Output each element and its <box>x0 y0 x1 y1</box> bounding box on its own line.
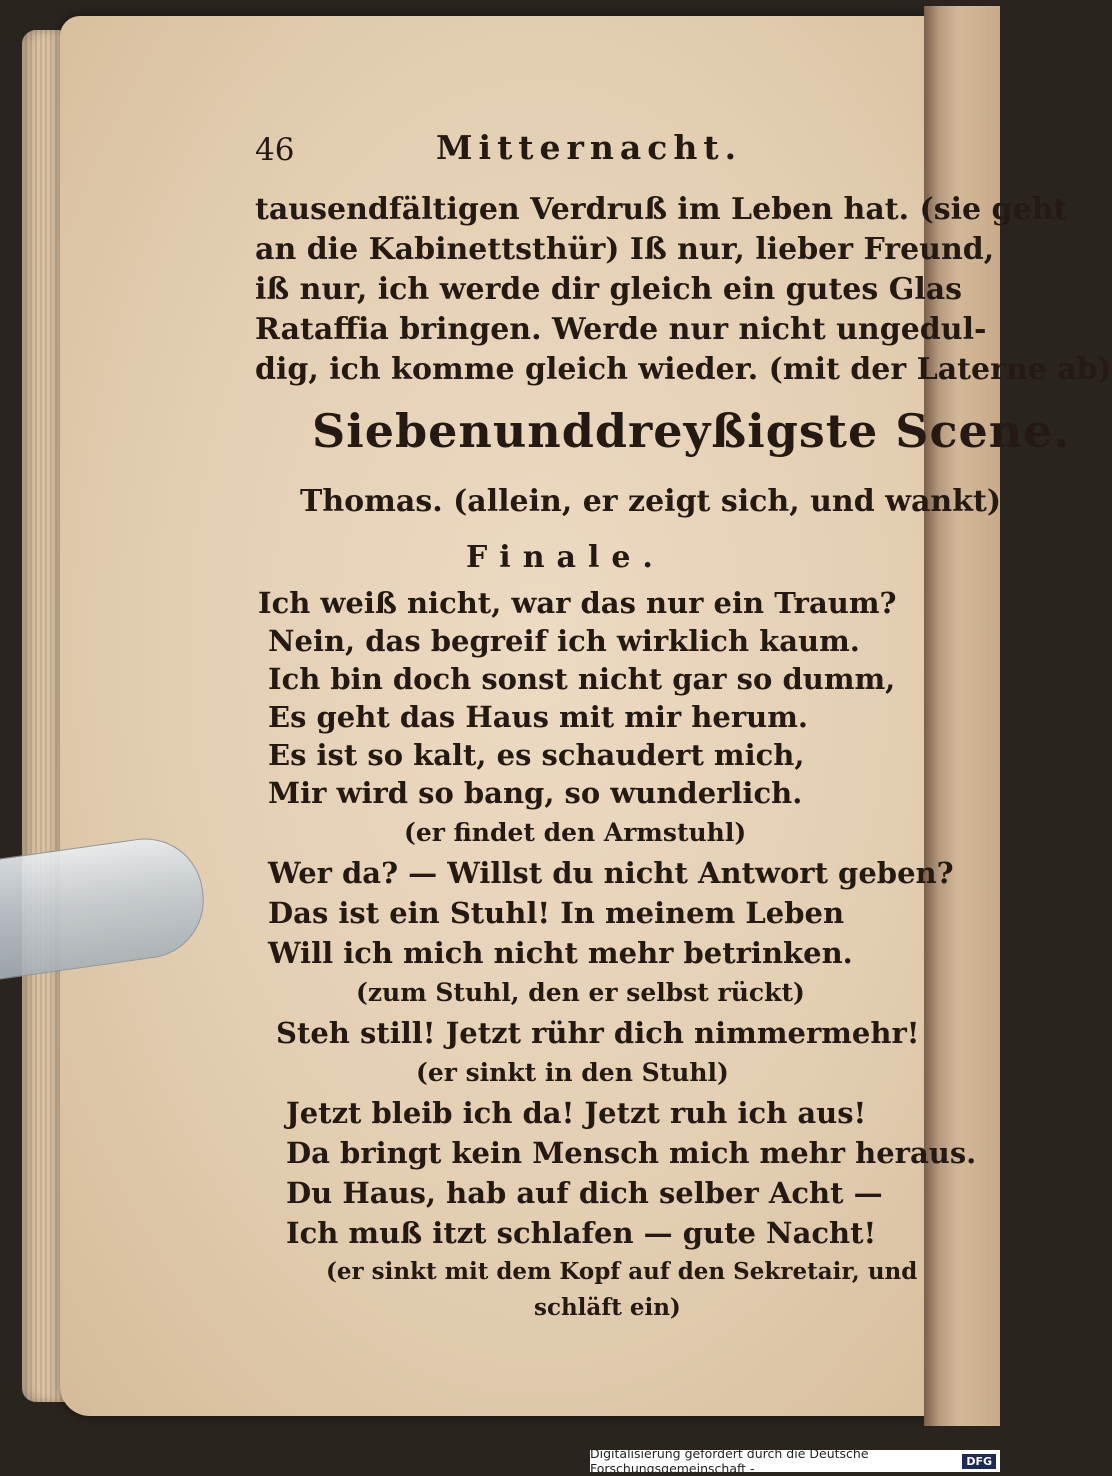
prose-line: Rataffia bringen. Werde nur nicht ungedul- <box>255 312 987 347</box>
stage-direction: (er findet den Armstuhl) <box>404 818 747 847</box>
verse-line: Es ist so kalt, es schaudert mich, <box>268 738 805 772</box>
verse-line: Nein, das begreif ich wirklich kaum. <box>268 624 860 658</box>
running-title: Mitternacht. <box>436 128 743 167</box>
prose-line: an die Kabinettsthür) Iß nur, lieber Freund, <box>255 232 995 267</box>
prose-line: tausendfältigen Verdruß im Leben hat. (sie geht <box>255 192 1068 227</box>
scene-title: Siebenunddreyßigste Scene. <box>312 404 1071 458</box>
verse-line: Ich muß itzt schlafen — gute Nacht! <box>286 1216 877 1250</box>
dfg-logo: DFG <box>962 1454 996 1469</box>
finale-heading: Finale. <box>466 540 665 575</box>
verse-line: Es geht das Haus mit mir herum. <box>268 700 808 734</box>
digitization-credit <box>590 1446 1000 1476</box>
verse-line: Will ich mich nicht mehr betrinken. <box>268 936 853 970</box>
prose-line: iß nur, ich werde dir gleich ein gutes Glas <box>255 272 963 307</box>
page-number: 46 <box>255 132 295 168</box>
verse-line: Da bringt kein Mensch mich mehr heraus. <box>286 1136 977 1170</box>
verse-line: Jetzt bleib ich da! Jetzt ruh ich aus! <box>286 1096 867 1130</box>
verse-line: Steh still! Jetzt rühr dich nimmermehr! <box>276 1016 920 1050</box>
verse-line: Ich bin doch sonst nicht gar so dumm, <box>268 662 896 696</box>
verse-line: Du Haus, hab auf dich selber Acht — <box>286 1176 883 1210</box>
verse-line: Wer da? — Willst du nicht Antwort geben? <box>268 856 954 890</box>
prose-line: dig, ich komme gleich wieder. (mit der Laterne ab) <box>255 352 1112 387</box>
verse-line: Mir wird so bang, so wunderlich. <box>268 776 803 810</box>
stage-direction: (zum Stuhl, den er selbst rückt) <box>356 978 805 1007</box>
stage-direction: (er sinkt mit dem Kopf auf den Sekretair, und <box>326 1258 918 1285</box>
credit-text: Digitalisierung gefördert durch die Deutsche Forschungsgemeinschaft - <box>590 1446 869 1476</box>
stage-direction: (er sinkt in den Stuhl) <box>416 1058 729 1087</box>
verse-line: Das ist ein Stuhl! In meinem Leben <box>268 896 845 930</box>
stage-direction: schläft ein) <box>534 1294 681 1321</box>
verse-line: Ich weiß nicht, war das nur ein Traum? <box>258 586 897 620</box>
speaker-line: Thomas. (allein, er zeigt sich, und wankt) <box>300 484 1002 519</box>
